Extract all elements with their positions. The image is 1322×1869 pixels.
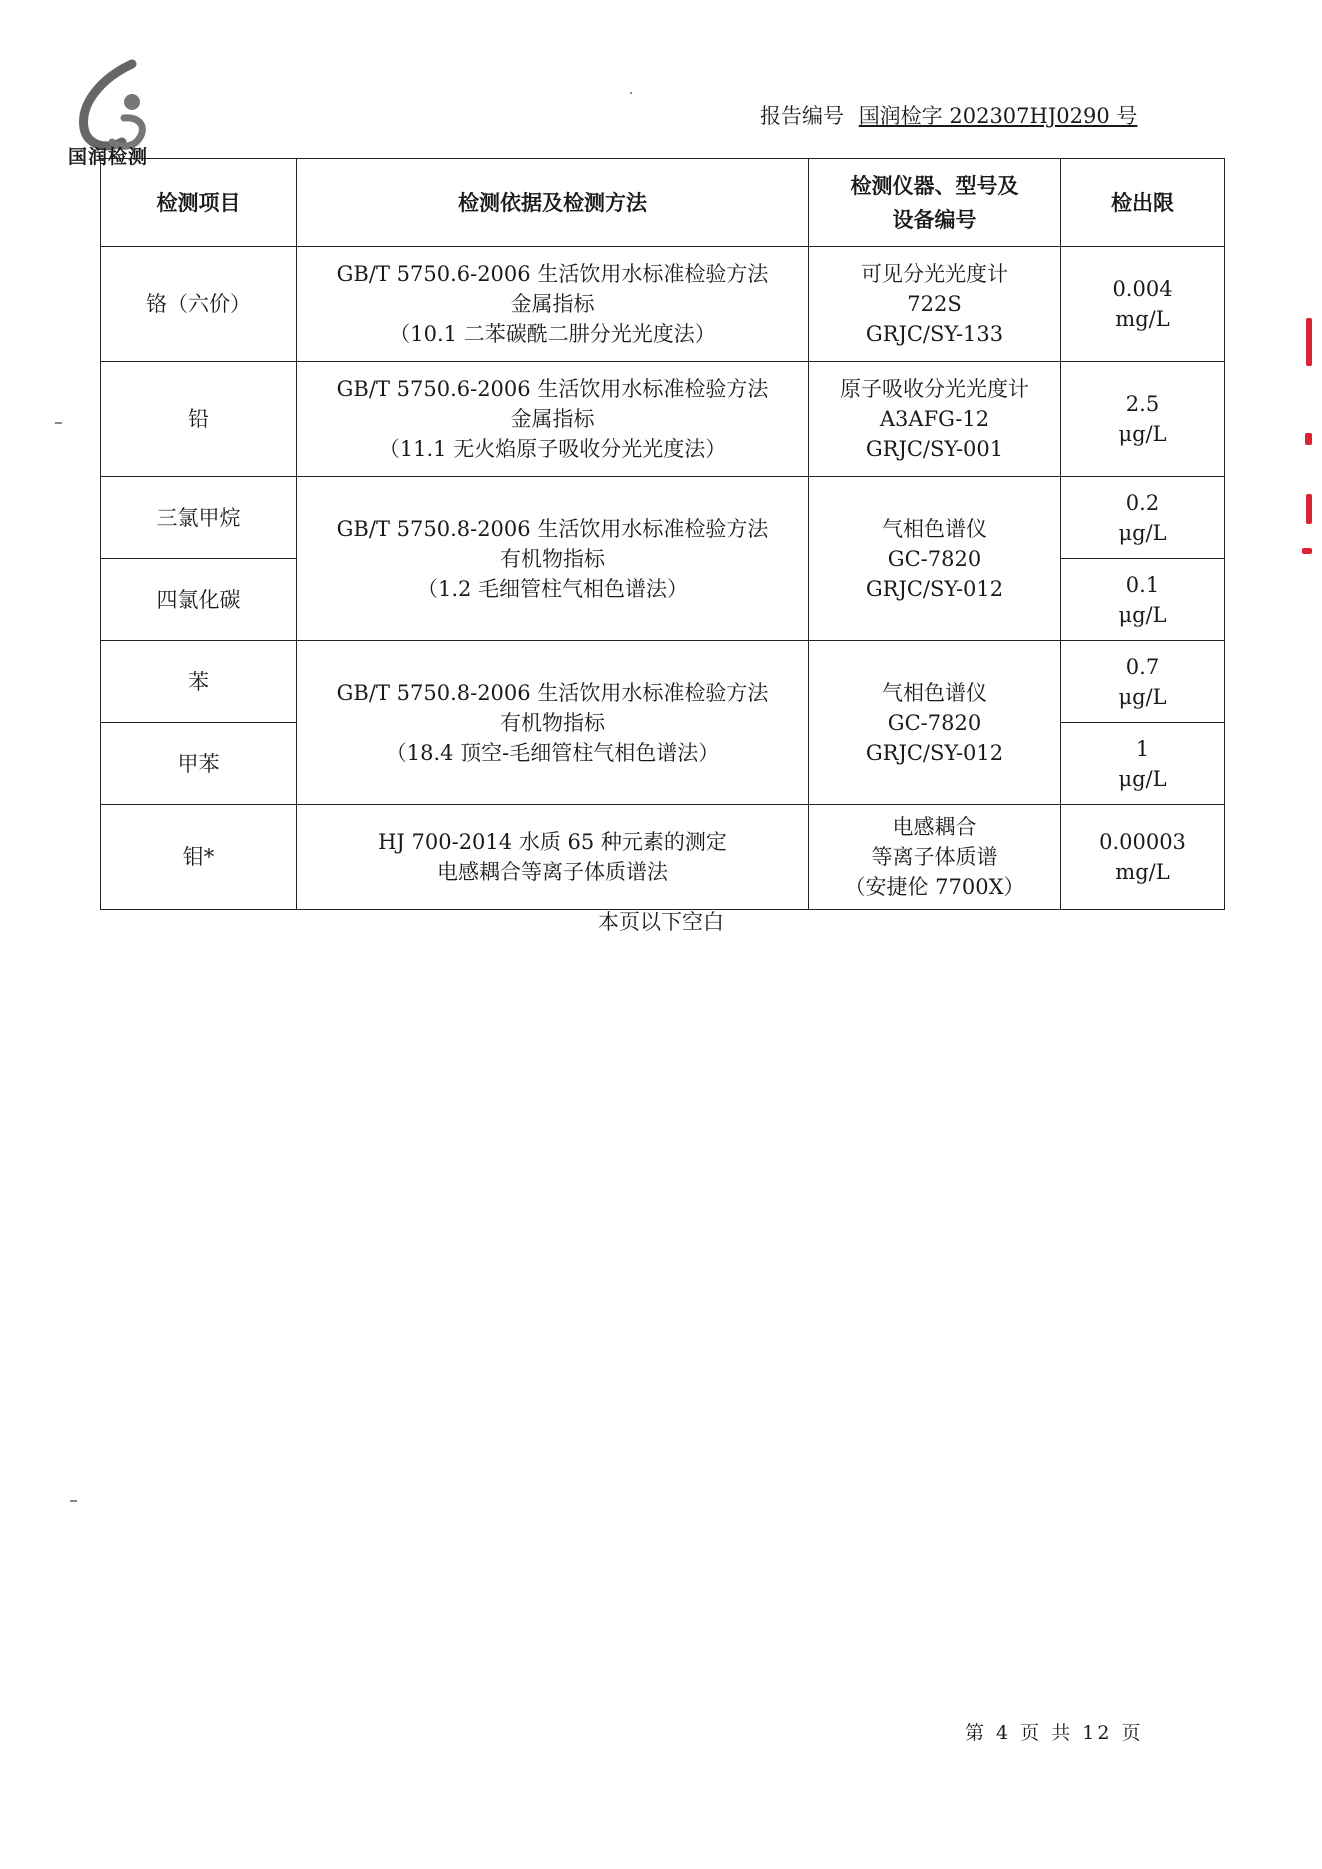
table-row bbox=[101, 247, 1225, 362]
blank-below-note: 本页以下空白 bbox=[598, 910, 724, 934]
item-cell: 甲苯 bbox=[101, 723, 297, 805]
test-method-table bbox=[100, 158, 1225, 910]
stamp-edge-mark bbox=[1305, 433, 1312, 445]
limit-cell: 1 μg/L bbox=[1061, 723, 1225, 805]
stamp-edge-mark bbox=[1306, 318, 1312, 366]
header-method: 检测依据及检测方法 bbox=[297, 159, 809, 247]
table-row bbox=[101, 641, 1225, 723]
limit-cell: 0.2 μg/L bbox=[1061, 477, 1225, 559]
limit-cell: 0.00003 mg/L bbox=[1061, 805, 1225, 910]
item-cell: 三氯甲烷 bbox=[101, 477, 297, 559]
instrument-cell: 气相色谱仪 GC-7820 GRJC/SY-012 bbox=[809, 477, 1061, 641]
method-cell: GB/T 5750.8-2006 生活饮用水标准检验方法 有机物指标 （18.4 顶空-毛细管柱气相色谱法） bbox=[297, 641, 809, 805]
table-row bbox=[101, 805, 1225, 910]
page-number: 第 4 页 共 12 页 bbox=[965, 1722, 1144, 1744]
limit-cell: 2.5 μg/L bbox=[1061, 362, 1225, 477]
scan-speck bbox=[630, 92, 632, 94]
method-cell: GB/T 5750.8-2006 生活饮用水标准检验方法 有机物指标 （1.2 毛细管柱气相色谱法） bbox=[297, 477, 809, 641]
instrument-cell: 电感耦合 等离子体质谱 （安捷伦 7700X） bbox=[809, 805, 1061, 910]
header-limit: 检出限 bbox=[1061, 159, 1225, 247]
limit-cell: 0.1 μg/L bbox=[1061, 559, 1225, 641]
report-number-label: 报告编号 bbox=[760, 104, 844, 128]
limit-cell: 0.7 μg/L bbox=[1061, 641, 1225, 723]
stamp-edge-mark bbox=[1306, 494, 1312, 524]
scan-speck bbox=[70, 1500, 77, 1502]
header-item: 检测项目 bbox=[101, 159, 297, 247]
table-row bbox=[101, 362, 1225, 477]
limit-cell: 0.004 mg/L bbox=[1061, 247, 1225, 362]
method-cell: GB/T 5750.6-2006 生活饮用水标准检验方法 金属指标 （10.1 二苯碳酰二肼分光光度法） bbox=[297, 247, 809, 362]
item-cell: 苯 bbox=[101, 641, 297, 723]
header-instrument: 检测仪器、型号及 设备编号 bbox=[809, 159, 1061, 247]
report-number-value: 国润检字 202307HJ0290 号 bbox=[858, 104, 1138, 128]
item-cell: 四氯化碳 bbox=[101, 559, 297, 641]
stamp-edge-mark bbox=[1302, 548, 1312, 554]
item-cell: 钼* bbox=[101, 805, 297, 910]
item-cell: 铬（六价） bbox=[101, 247, 297, 362]
method-cell: GB/T 5750.6-2006 生活饮用水标准检验方法 金属指标 （11.1 无火焰原子吸收分光光度法） bbox=[297, 362, 809, 477]
instrument-cell: 原子吸收分光光度计 A3AFG-12 GRJC/SY-001 bbox=[809, 362, 1061, 477]
instrument-cell: 可见分光光度计 722S GRJC/SY-133 bbox=[809, 247, 1061, 362]
method-cell: HJ 700-2014 水质 65 种元素的测定 电感耦合等离子体质谱法 bbox=[297, 805, 809, 910]
report-number bbox=[760, 100, 1137, 130]
scan-speck bbox=[55, 422, 62, 424]
item-cell: 铅 bbox=[101, 362, 297, 477]
company-name: 国润检测 bbox=[68, 146, 149, 168]
instrument-cell: 气相色谱仪 GC-7820 GRJC/SY-012 bbox=[809, 641, 1061, 805]
table-row bbox=[101, 477, 1225, 559]
table-header-row bbox=[101, 159, 1225, 247]
